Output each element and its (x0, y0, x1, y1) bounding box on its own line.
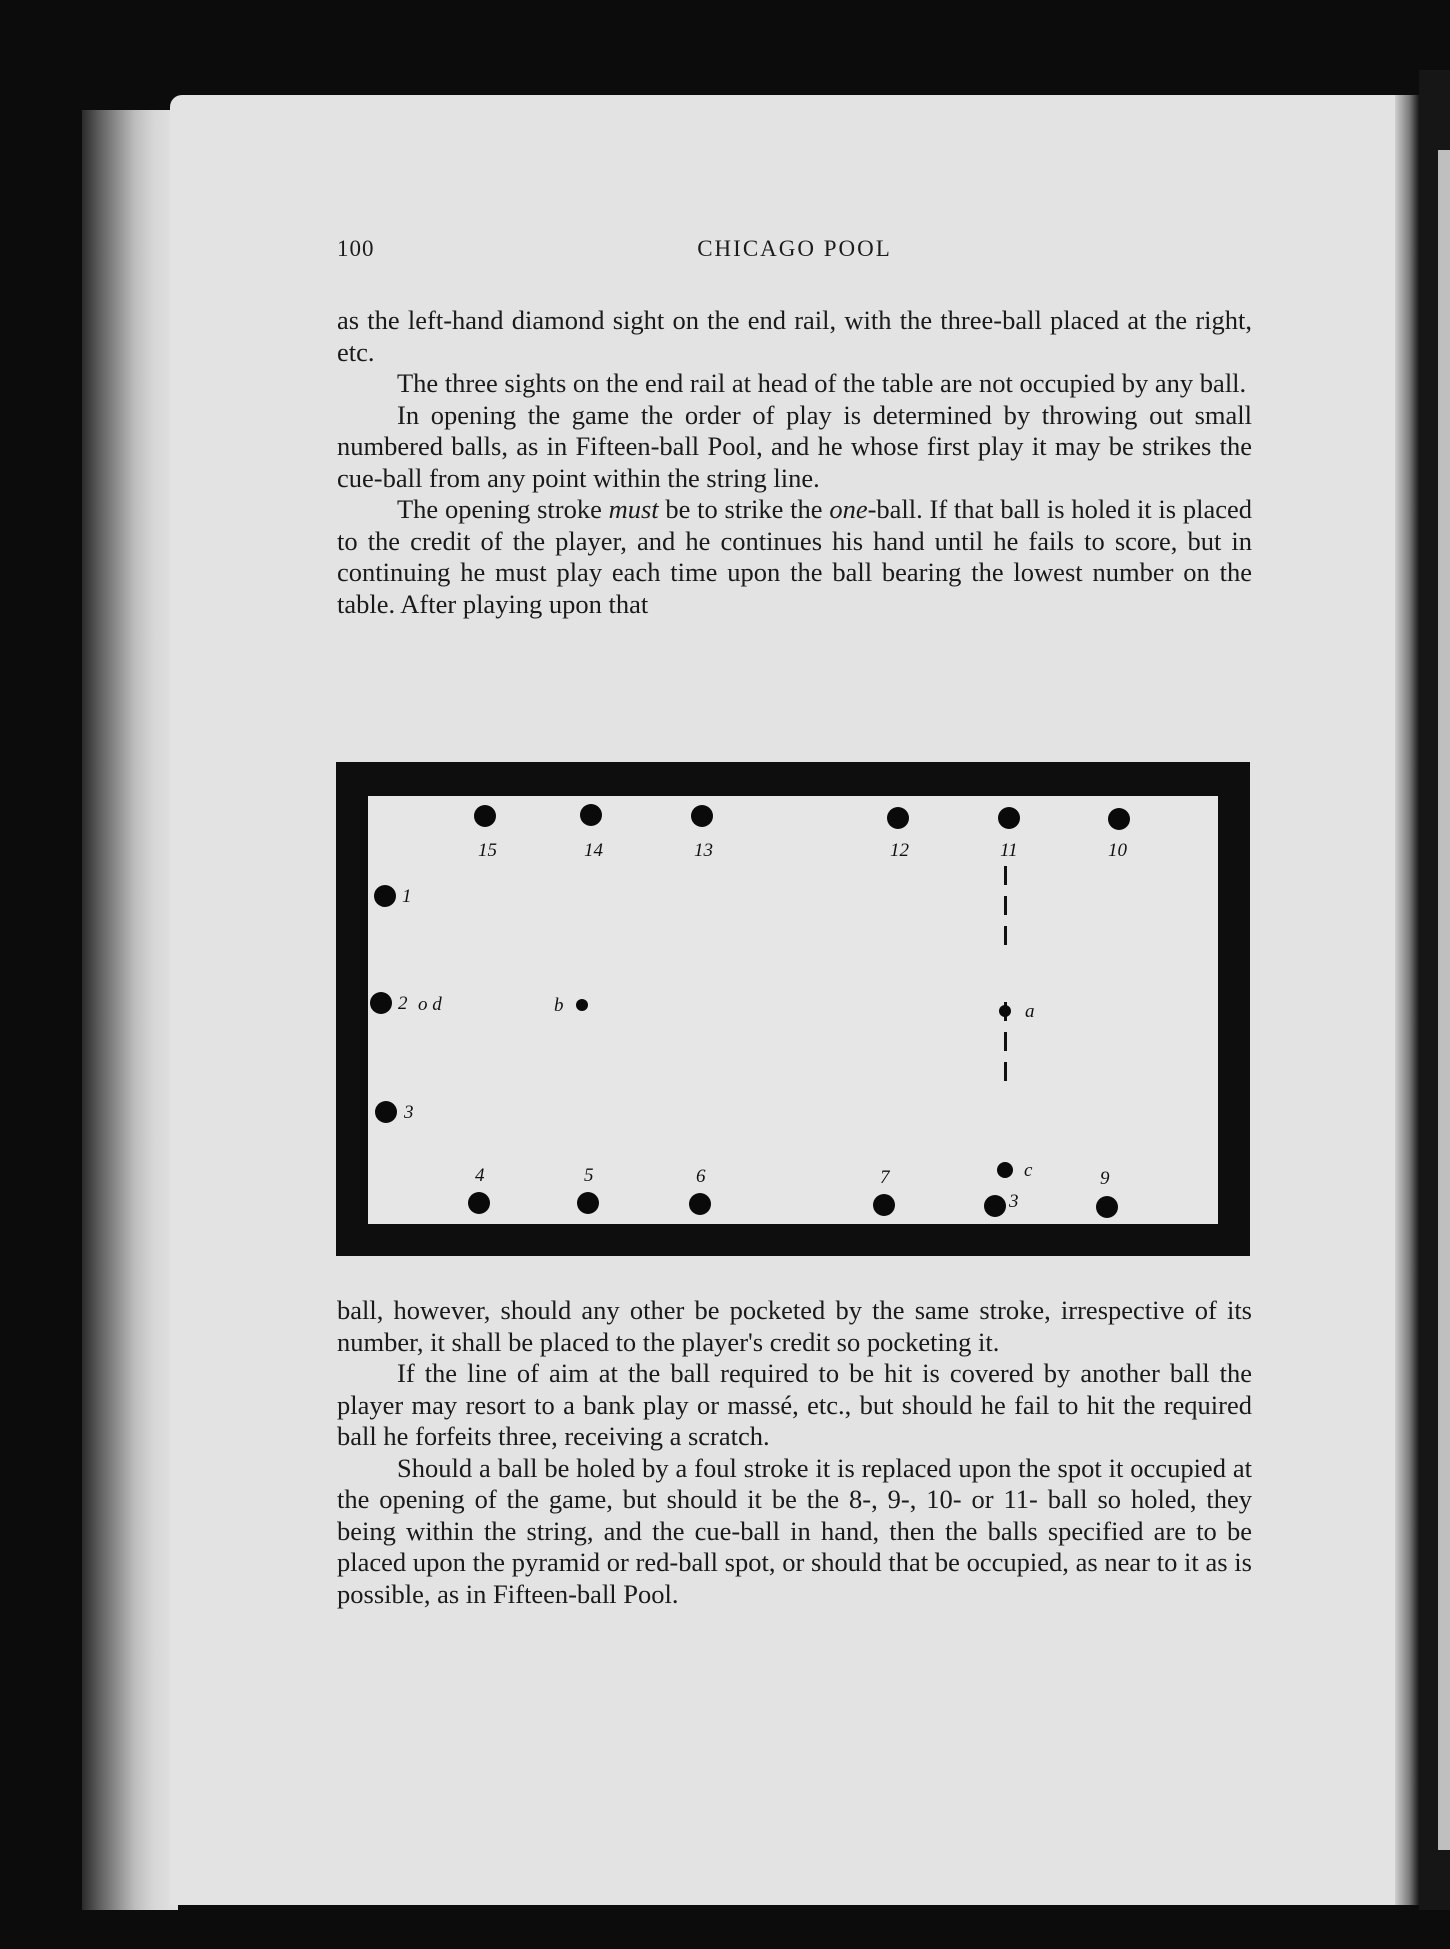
text-block-top (337, 305, 1252, 620)
spot-b (576, 999, 588, 1011)
label-spot-b: b (554, 995, 564, 1016)
label-1: 1 (402, 886, 412, 907)
paragraph: ball, however, should any other be pocketed by the same stroke, irrespective of its number, it shall be placed to the player's credit so pocketing it. (337, 1295, 1252, 1357)
label-spot-c: c (1024, 1160, 1033, 1181)
ball-8 (984, 1195, 1006, 1217)
ball-5 (577, 1192, 599, 1214)
label-9: 9 (1100, 1168, 1110, 1189)
paragraph: as the left-hand diamond sight on the end rail, with the three-ball placed at the right, etc. (337, 305, 1252, 367)
label-14: 14 (584, 840, 603, 861)
emphasis-must: must (608, 494, 659, 524)
page-header (337, 236, 1252, 266)
book-page-stack-left (82, 110, 178, 1910)
label-6: 6 (696, 1166, 706, 1187)
text-block-bottom (337, 1295, 1252, 1610)
label-11: 11 (1000, 840, 1018, 861)
paragraph: Should a ball be holed by a foul stroke it is replaced upon the spot it occupied at the opening of the game, but should it be the 8-, 9-, 10- or 11- ball so holed, they being within the string, and the cue-ball in hand, then the balls specified are to be placed upon the pyramid or red-ball spot, or should that be occupied, as near to it as is possible, as in Fifteen-ball Pool. (337, 1452, 1252, 1609)
ball-14 (580, 804, 602, 826)
label-15: 15 (478, 840, 497, 861)
label-8: 3 (1009, 1191, 1019, 1212)
emphasis-one: one (829, 494, 868, 524)
ball-2 (370, 992, 392, 1014)
label-13: 13 (694, 840, 713, 861)
page-number: 100 (337, 236, 375, 261)
label-10: 10 (1108, 840, 1127, 861)
label-4: 4 (475, 1165, 485, 1186)
label-5: 5 (584, 1165, 594, 1186)
facing-page-strip (1438, 150, 1450, 1850)
ball-4 (468, 1192, 490, 1214)
paragraph: The three sights on the end rail at head of the table are not occupied by any ball. (397, 368, 1247, 398)
label-7: 7 (880, 1167, 890, 1188)
paragraph: In opening the game the order of play is determined by throwing out small numbered balls, as in Fifteen-ball Pool, and he whose first play it may be strikes the cue-ball from any point within the string line. (337, 399, 1252, 493)
ball-10 (1108, 808, 1130, 830)
label-12: 12 (890, 840, 909, 861)
paragraph: If the line of aim at the ball required to be hit is covered by another ball the player may resort to a bank play or massé, etc., but should he fail to hit the required ball he forfeits three, receiving a scratch. (337, 1358, 1252, 1451)
ball-1 (374, 885, 396, 907)
ball-6 (689, 1193, 711, 1215)
pool-table-diagram (336, 762, 1250, 1256)
book-gutter-right (1395, 95, 1419, 1905)
ball-13 (691, 805, 713, 827)
ball-11 (998, 807, 1020, 829)
ball-12 (887, 807, 909, 829)
paragraph-text: -ball. If that ball is holed it is placed to the credit of the player, and he continues his hand until he fails to score, but in continuing he must play each time upon the ball bearing the lowest number on the table. After playing upon that (337, 494, 1252, 619)
spot-c (997, 1162, 1013, 1178)
ball-3 (375, 1101, 397, 1123)
paragraph-text: The opening stroke (397, 494, 609, 524)
paragraph (337, 494, 1252, 620)
spot-a (999, 1005, 1011, 1017)
ball-15 (474, 805, 496, 827)
label-2: 2 (398, 993, 408, 1014)
ball-7 (873, 1194, 895, 1216)
ball-9 (1096, 1196, 1118, 1218)
running-head: CHICAGO POOL (697, 236, 892, 261)
label-3: 3 (404, 1102, 414, 1123)
paragraph-text: be to strike the (658, 494, 830, 524)
label-spot-a: a (1025, 1001, 1035, 1022)
label-spot-d: o d (418, 994, 442, 1015)
